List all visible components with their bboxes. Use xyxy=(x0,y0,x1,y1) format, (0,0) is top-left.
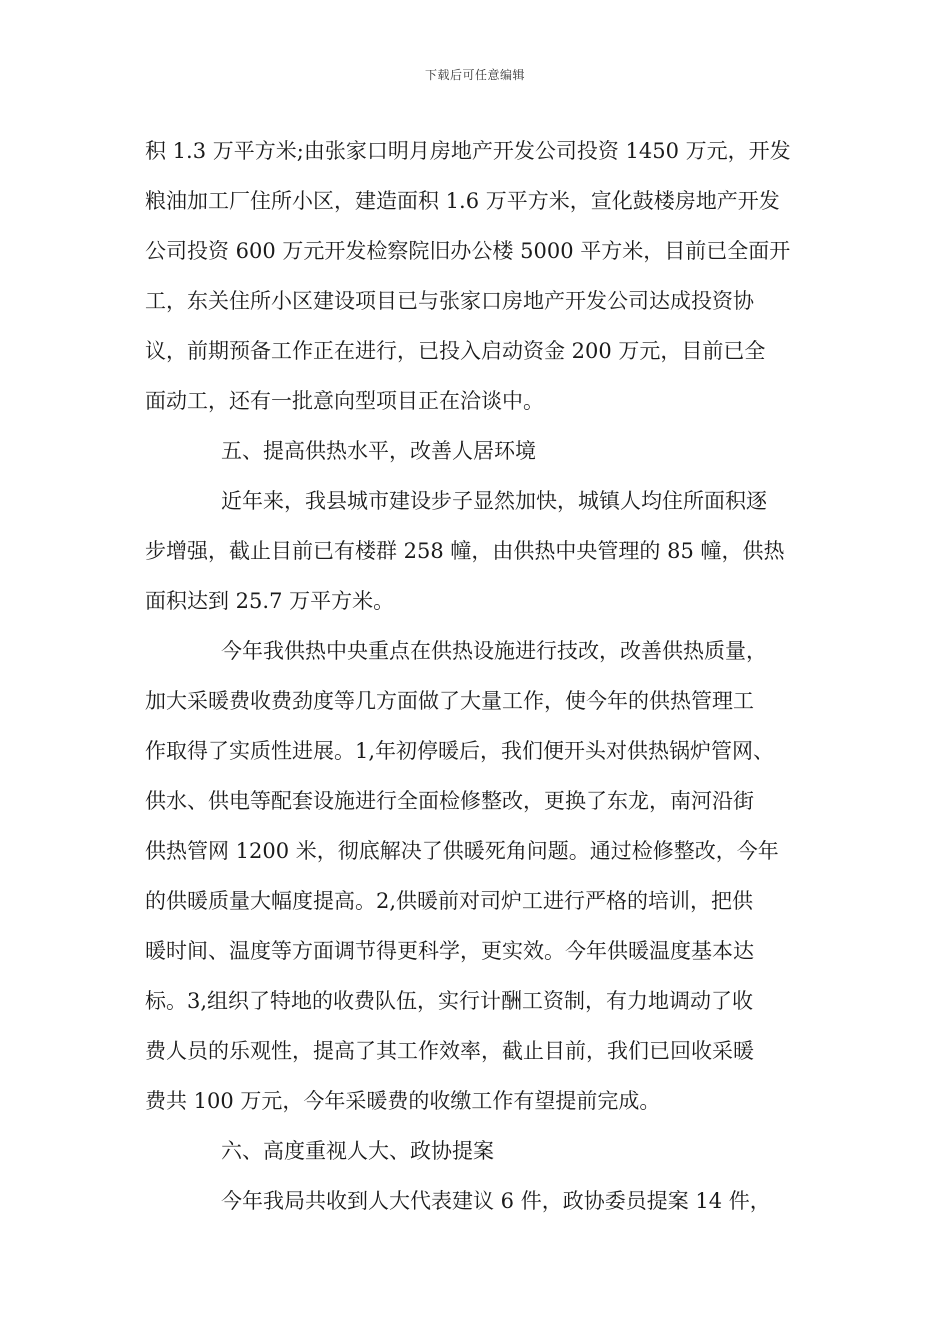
text-line: 公司投资 600 万元开发检察院旧办公楼 5000 平方米，目前已全面开 xyxy=(145,239,791,263)
text-line: 工，东关住所小区建设项目已与张家口房地产开发公司达成投资协 xyxy=(145,289,754,313)
text-line: 费共 100 万元，今年采暖费的收缴工作有望提前完成。 xyxy=(145,1089,661,1113)
text-line: 面动工，还有一批意向型项目正在洽谈中。 xyxy=(145,389,544,413)
page-header: 下载后可任意编辑 xyxy=(424,68,525,82)
text-line: 供水、供电等配套设施进行全面检修整改，更换了东龙，南河沿街 xyxy=(145,789,754,813)
text-line: 供热管网 1200 米，彻底解决了供暖死角问题。通过检修整改，今年 xyxy=(145,839,779,863)
text-line: 议，前期预备工作正在进行，已投入启动资金 200 万元，目前已全 xyxy=(145,339,766,363)
text-line: 作取得了实质性进展。1,年初停暖后，我们便开头对供热锅炉管网、 xyxy=(145,739,775,763)
text-line: 五、提高供热水平，改善人居环境 xyxy=(221,439,536,463)
text-line: 步增强，截止目前已有楼群 258 幢，由供热中央管理的 85 幢，供热 xyxy=(145,539,785,563)
text-line: 加大采暖费收费劲度等几方面做了大量工作，使今年的供热管理工 xyxy=(145,689,754,713)
text-line: 费人员的乐观性，提高了其工作效率，截止目前，我们已回收采暖 xyxy=(145,1039,754,1063)
document-body xyxy=(0,126,950,1226)
text-line: 粮油加工厂住所小区，建造面积 1.6 万平方米，宣化鼓楼房地产开发 xyxy=(145,189,780,213)
text-line: 六、高度重视人大、政协提案 xyxy=(221,1139,494,1163)
text-line: 今年我局共收到人大代表建议 6 件，政协委员提案 14 件， xyxy=(221,1189,771,1213)
text-line: 今年我供热中央重点在供热设施进行技改，改善供热质量， xyxy=(221,639,767,663)
text-line: 的供暖质量大幅度提高。2,供暖前对司炉工进行严格的培训，把供 xyxy=(145,889,754,913)
text-line: 暖时间、温度等方面调节得更科学，更实效。今年供暖温度基本达 xyxy=(145,939,754,963)
text-line: 标。3,组织了特地的收费队伍，实行计酬工资制，有力地调动了收 xyxy=(145,989,754,1013)
text-line: 面积达到 25.7 万平方米。 xyxy=(145,589,395,613)
text-line: 近年来，我县城市建设步子显然加快，城镇人均住所面积逐 xyxy=(221,489,767,513)
text-line: 积 1.3 万平方米;由张家口明月房地产开发公司投资 1450 万元，开发 xyxy=(145,139,791,163)
